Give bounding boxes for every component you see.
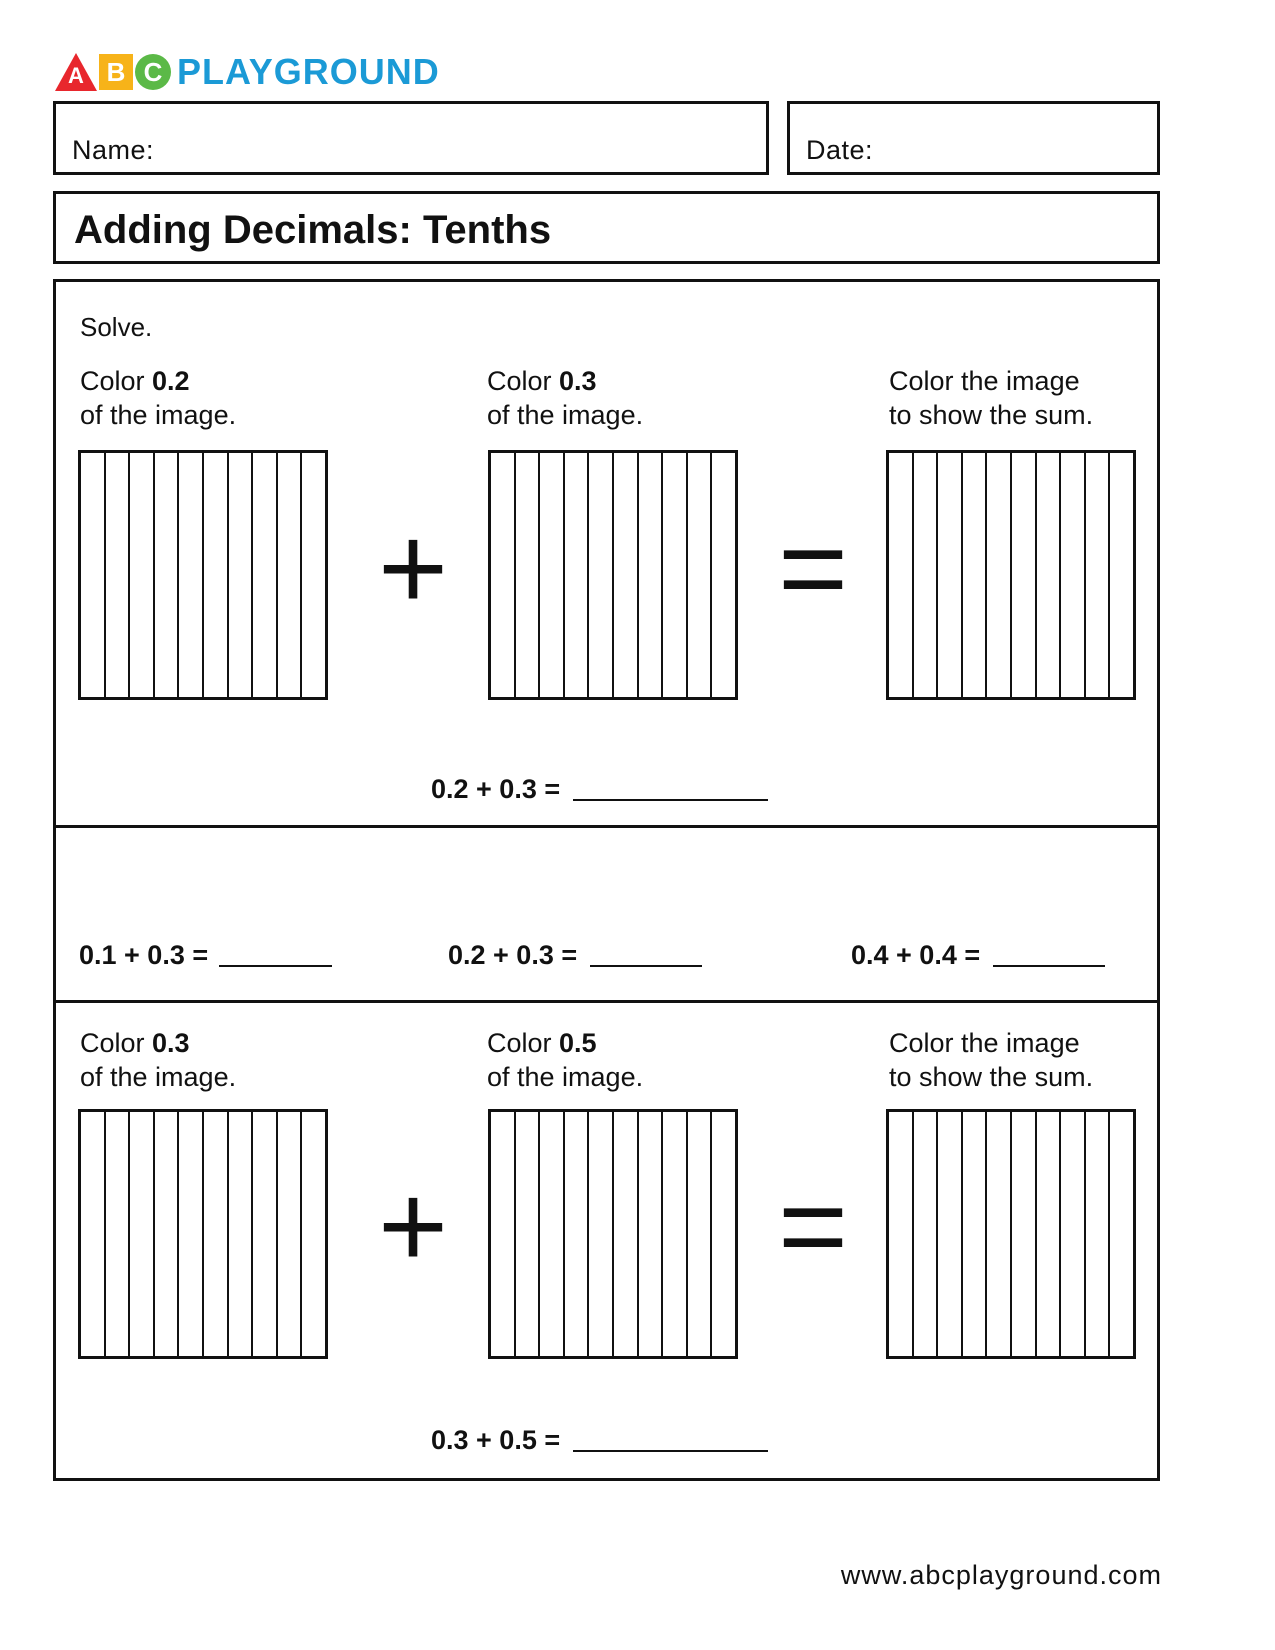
problem2-plus-sign: + bbox=[378, 1159, 449, 1293]
tenth-strip[interactable] bbox=[278, 453, 303, 697]
problem2-answer-blank[interactable] bbox=[573, 1450, 768, 1452]
problem1-sum-tenths-grid[interactable] bbox=[886, 450, 1136, 700]
tenth-strip[interactable] bbox=[81, 453, 106, 697]
problem1-first-tenths-grid[interactable] bbox=[78, 450, 328, 700]
logo-letter-a: A bbox=[55, 53, 97, 91]
tenth-strip[interactable] bbox=[1110, 1112, 1133, 1356]
tenth-strip[interactable] bbox=[614, 1112, 639, 1356]
tenth-strip[interactable] bbox=[712, 453, 735, 697]
tenth-strip[interactable] bbox=[987, 453, 1012, 697]
tenth-strip[interactable] bbox=[302, 453, 325, 697]
tenth-strip[interactable] bbox=[540, 453, 565, 697]
problem2-second-tenths-grid[interactable] bbox=[488, 1109, 738, 1359]
middle-equation-2: 0.2 + 0.3 = bbox=[448, 940, 578, 970]
tenth-strip[interactable] bbox=[155, 453, 180, 697]
problem1-equation: 0.2 + 0.3 = bbox=[431, 774, 561, 804]
problem2-sum-instruction: Color the image to show the sum. bbox=[889, 1028, 1094, 1092]
problem1-first-instruction: Color 0.2 of the image. bbox=[80, 366, 237, 430]
tenth-strip[interactable] bbox=[179, 1112, 204, 1356]
problem2-equation: 0.3 + 0.5 = bbox=[431, 1425, 561, 1455]
instructions: Solve. bbox=[80, 312, 153, 342]
tenth-strip[interactable] bbox=[516, 1112, 541, 1356]
name-label: Name: bbox=[72, 135, 155, 165]
tenth-strip[interactable] bbox=[1012, 1112, 1037, 1356]
tenth-strip[interactable] bbox=[491, 453, 516, 697]
tenth-strip[interactable] bbox=[688, 453, 713, 697]
section-divider-2 bbox=[53, 1000, 1160, 1003]
section-divider-1 bbox=[53, 825, 1160, 828]
tenth-strip[interactable] bbox=[1012, 453, 1037, 697]
middle-equation-1: 0.1 + 0.3 = bbox=[79, 940, 209, 970]
problem1-equals-sign: = bbox=[778, 501, 849, 635]
logo-letter-b: B bbox=[99, 54, 133, 90]
tenth-strip[interactable] bbox=[278, 1112, 303, 1356]
tenth-strip[interactable] bbox=[204, 1112, 229, 1356]
tenth-strip[interactable] bbox=[1086, 1112, 1111, 1356]
tenth-strip[interactable] bbox=[565, 1112, 590, 1356]
tenth-strip[interactable] bbox=[712, 1112, 735, 1356]
tenth-strip[interactable] bbox=[253, 1112, 278, 1356]
tenth-strip[interactable] bbox=[106, 453, 131, 697]
tenth-strip[interactable] bbox=[589, 453, 614, 697]
tenth-strip[interactable] bbox=[540, 1112, 565, 1356]
footer-url[interactable]: www.abcplayground.com bbox=[840, 1560, 1162, 1590]
tenth-strip[interactable] bbox=[1061, 1112, 1086, 1356]
tenth-strip[interactable] bbox=[491, 1112, 516, 1356]
tenth-strip[interactable] bbox=[1037, 453, 1062, 697]
problem2-sum-tenths-grid[interactable] bbox=[886, 1109, 1136, 1359]
date-field[interactable] bbox=[787, 101, 1160, 175]
problem2-first-instruction: Color 0.3 of the image. bbox=[80, 1028, 237, 1092]
tenth-strip[interactable] bbox=[663, 453, 688, 697]
tenth-strip[interactable] bbox=[589, 1112, 614, 1356]
problem1-plus-sign: + bbox=[378, 501, 449, 635]
problem2-first-tenths-grid[interactable] bbox=[78, 1109, 328, 1359]
tenth-strip[interactable] bbox=[81, 1112, 106, 1356]
middle-answer-blank-1[interactable] bbox=[219, 965, 332, 967]
tenth-strip[interactable] bbox=[914, 453, 939, 697]
tenth-strip[interactable] bbox=[987, 1112, 1012, 1356]
tenth-strip[interactable] bbox=[253, 453, 278, 697]
tenth-strip[interactable] bbox=[229, 453, 254, 697]
problem1-second-tenths-grid[interactable] bbox=[488, 450, 738, 700]
tenth-strip[interactable] bbox=[1061, 453, 1086, 697]
tenth-strip[interactable] bbox=[663, 1112, 688, 1356]
tenth-strip[interactable] bbox=[614, 453, 639, 697]
problem1-second-instruction: Color 0.3 of the image. bbox=[487, 366, 644, 430]
title-box bbox=[53, 191, 1160, 264]
tenth-strip[interactable] bbox=[639, 453, 664, 697]
tenth-strip[interactable] bbox=[229, 1112, 254, 1356]
tenth-strip[interactable] bbox=[130, 1112, 155, 1356]
middle-answer-blank-2[interactable] bbox=[590, 965, 702, 967]
tenth-strip[interactable] bbox=[914, 1112, 939, 1356]
date-label: Date: bbox=[806, 135, 874, 165]
tenth-strip[interactable] bbox=[565, 453, 590, 697]
logo-brand-text: PLAYGROUND bbox=[177, 51, 440, 92]
tenth-strip[interactable] bbox=[889, 1112, 914, 1356]
tenth-strip[interactable] bbox=[938, 453, 963, 697]
problem2-equals-sign: = bbox=[778, 1159, 849, 1293]
tenth-strip[interactable] bbox=[106, 1112, 131, 1356]
tenth-strip[interactable] bbox=[1110, 453, 1133, 697]
problem1-sum-instruction: Color the image to show the sum. bbox=[889, 366, 1094, 430]
middle-answer-blank-3[interactable] bbox=[993, 965, 1105, 967]
tenth-strip[interactable] bbox=[938, 1112, 963, 1356]
tenth-strip[interactable] bbox=[1037, 1112, 1062, 1356]
tenth-strip[interactable] bbox=[179, 453, 204, 697]
logo-letter-c: C bbox=[135, 54, 171, 90]
tenth-strip[interactable] bbox=[963, 453, 988, 697]
tenth-strip[interactable] bbox=[516, 453, 541, 697]
problem1-answer-blank[interactable] bbox=[573, 799, 768, 801]
problem2-second-instruction: Color 0.5 of the image. bbox=[487, 1028, 644, 1092]
tenth-strip[interactable] bbox=[688, 1112, 713, 1356]
tenth-strip[interactable] bbox=[889, 453, 914, 697]
tenth-strip[interactable] bbox=[302, 1112, 325, 1356]
page-title: Adding Decimals: Tenths bbox=[74, 208, 552, 252]
name-field[interactable] bbox=[53, 101, 769, 175]
tenth-strip[interactable] bbox=[204, 453, 229, 697]
tenth-strip[interactable] bbox=[155, 1112, 180, 1356]
tenth-strip[interactable] bbox=[963, 1112, 988, 1356]
tenth-strip[interactable] bbox=[1086, 453, 1111, 697]
tenth-strip[interactable] bbox=[130, 453, 155, 697]
middle-equation-3: 0.4 + 0.4 = bbox=[851, 940, 981, 970]
tenth-strip[interactable] bbox=[639, 1112, 664, 1356]
abc-playground-logo bbox=[55, 52, 440, 92]
